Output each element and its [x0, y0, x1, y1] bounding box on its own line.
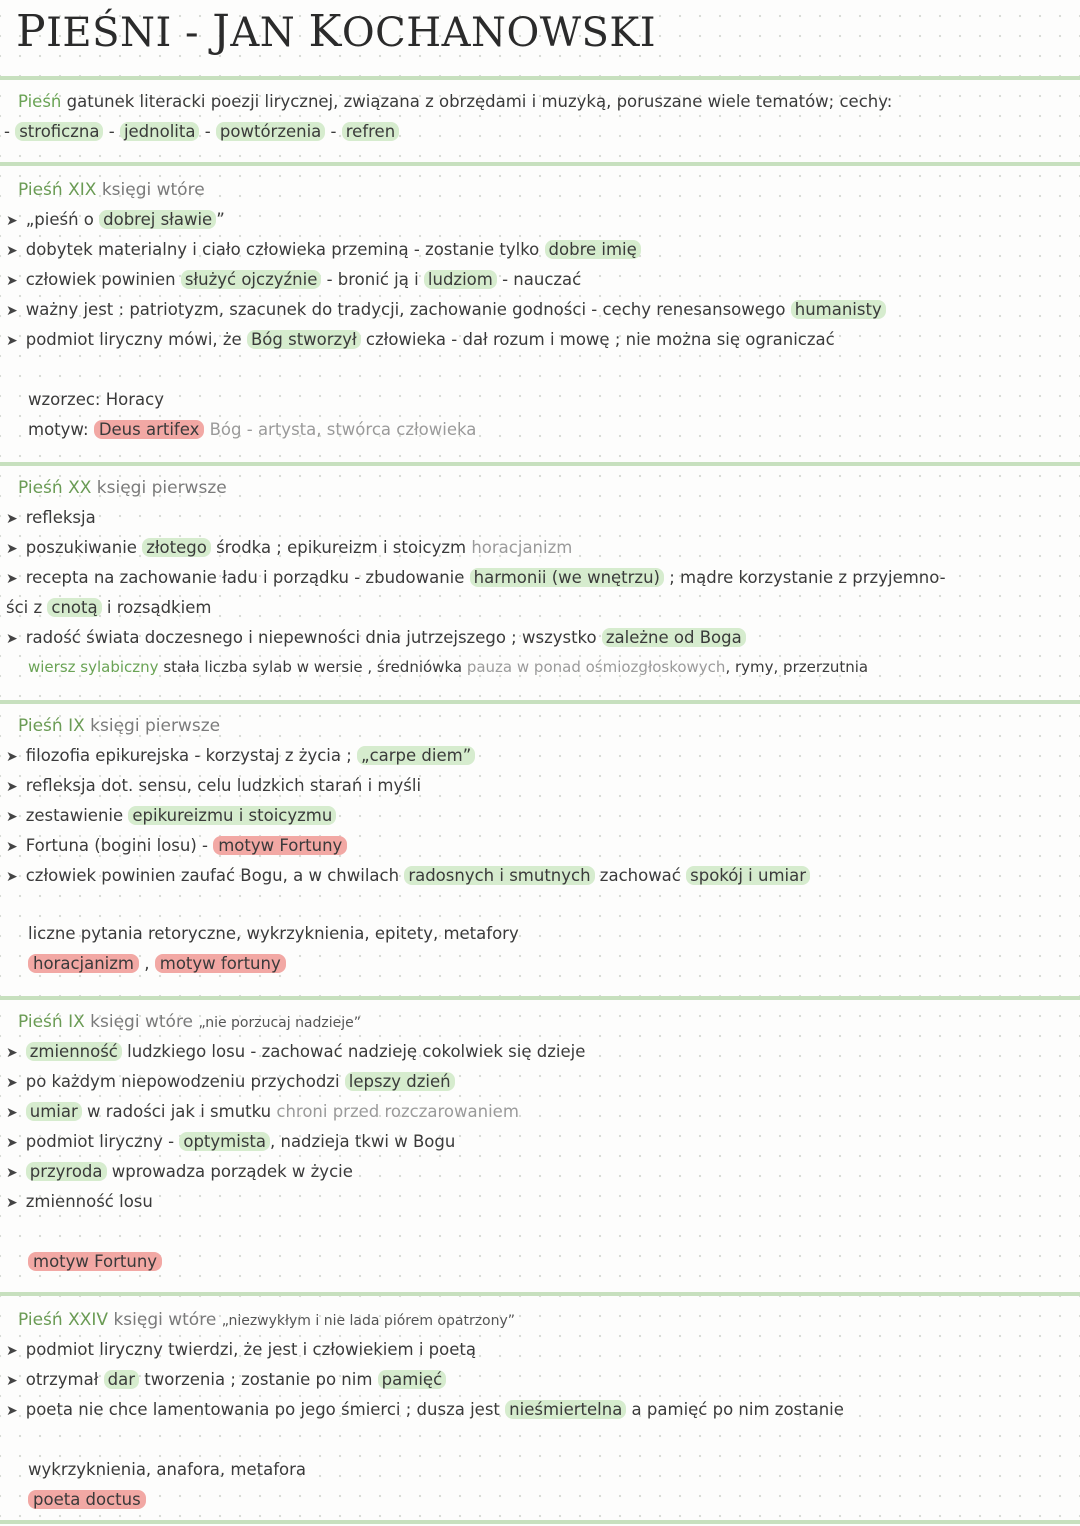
divider	[0, 996, 1080, 1000]
arrow-icon: ➤	[6, 1165, 18, 1181]
arrow-icon: ➤	[6, 809, 18, 825]
arrow-icon: ➤	[6, 839, 18, 855]
list-item-continued: ści z cnotą i rozsądkiem	[6, 598, 212, 617]
divider	[0, 1292, 1080, 1296]
arrow-icon: ➤	[6, 303, 18, 319]
list-item: ➤ zestawienie epikureizmu i stoicyzmu	[6, 806, 336, 825]
list-item: ➤ radość świata doczesnego i niepewności dnia jutrzejszego ; wszystko zależne od Boga	[6, 628, 746, 647]
divider	[0, 462, 1080, 466]
list-item: ➤ podmiot liryczny - optymista , nadzieja tkwi w Bogu	[6, 1132, 456, 1151]
tag-line: motyw Fortuny	[28, 1252, 162, 1271]
list-item: ➤ Fortuna (bogini losu) - motyw Fortuny	[6, 836, 347, 855]
list-item: ➤ recepta na zachowanie ładu i porządku - zbudowanie harmonii (we wnętrzu) ; mądre korzystanie z przyjemno-	[6, 568, 946, 587]
arrow-icon: ➤	[6, 1195, 18, 1211]
arrow-icon: ➤	[6, 1075, 18, 1091]
arrow-icon: ➤	[6, 273, 18, 289]
page-title: PIEŚNI - JAN KOCHANOWSKI	[16, 6, 657, 57]
arrow-icon: ➤	[6, 243, 18, 259]
tags-line: horacjanizm , motyw fortuny	[28, 954, 286, 973]
arrow-icon: ➤	[6, 749, 18, 765]
devices-line: liczne pytania retoryczne, wykrzyknienia, epitety, metafory	[28, 924, 519, 943]
arrow-icon: ➤	[6, 541, 18, 557]
arrow-icon: ➤	[6, 779, 18, 795]
list-item: ➤ refleksja dot. sensu, celu ludzkich starań i myśli	[6, 776, 422, 795]
list-item: ➤ zmienność ludzkiego losu - zachować nadzieję cokolwiek się dzieje	[6, 1042, 586, 1061]
arrow-icon: ➤	[6, 631, 18, 647]
section-title-xix: Pieśń XIX księgi wtóre	[18, 180, 205, 200]
arrow-icon: ➤	[6, 1343, 18, 1359]
arrow-icon: ➤	[6, 213, 18, 229]
divider	[0, 1520, 1080, 1524]
list-item: ➤ filozofia epikurejska - korzystaj z życia ; „carpe diem”	[6, 746, 475, 765]
list-item: ➤ otrzymał dar tworzenia ; zostanie po nim pamięć	[6, 1370, 446, 1389]
arrow-icon: ➤	[6, 869, 18, 885]
arrow-icon: ➤	[6, 333, 18, 349]
arrow-icon: ➤	[6, 1403, 18, 1419]
list-item: ➤ zmienność losu	[6, 1192, 153, 1211]
divider	[0, 162, 1080, 166]
section-title-ix-first: Pieśń IX księgi pierwsze	[18, 716, 221, 736]
devices-line: wykrzyknienia, anafora, metafora	[28, 1460, 306, 1479]
list-item: ➤ poeta nie chce lamentowania po jego śmierci ; dusza jest nieśmiertelna a pamięć po nim zostanie	[6, 1400, 844, 1419]
section-title-xx: Pieśń XX księgi pierwsze	[18, 478, 227, 498]
divider	[0, 76, 1080, 80]
list-item: ➤ przyroda wprowadza porządek w życie	[6, 1162, 353, 1181]
list-item: ➤ podmiot liryczny mówi, że Bóg stworzył człowieka - dał rozum i mowę ; nie można się ograniczać	[6, 330, 835, 349]
list-item: ➤ człowiek powinien służyć ojczyźnie - bronić ją i ludziom - nauczać	[6, 270, 582, 289]
list-item: ➤ człowiek powinien zaufać Bogu, a w chwilach radosnych i smutnych zachować spokój i umiar	[6, 866, 810, 885]
arrow-icon: ➤	[6, 571, 18, 587]
section-title-xxiv: Pieśń XXIV księgi wtóre „niezwykłym i nie lada piórem opatrzony”	[18, 1310, 516, 1330]
list-item: ➤ po każdym niepowodzeniu przychodzi lepszy dzień	[6, 1072, 455, 1091]
arrow-icon: ➤	[6, 1373, 18, 1389]
list-item: ➤ refleksja	[6, 508, 96, 527]
list-item: ➤ umiar w radości jak i smutku chroni przed rozczarowaniem	[6, 1102, 519, 1121]
wzorzec-line: wzorzec: Horacy	[28, 390, 164, 409]
list-item: ➤ dobytek materialny i ciało człowieka przeminą - zostanie tylko dobre imię	[6, 240, 641, 259]
intro-definition: Pieśń gatunek literacki poezji lirycznej, związana z obrzędami i muzyką, poruszane wiele tematów; cechy:	[18, 92, 893, 111]
section-title-ix-second: Pieśń IX księgi wtóre „nie porzucaj nadzieje”	[18, 1012, 362, 1032]
list-item: ➤ „pieśń o dobrej sławie ”	[6, 210, 225, 229]
list-item: ➤ poszukiwanie złotego środka ; epikureizm i stoicyzm horacjanizm	[6, 538, 573, 557]
arrow-icon: ➤	[6, 1105, 18, 1121]
motyw-line: motyw: Deus artifex Bóg - artysta, stwórca człowieka	[28, 420, 477, 439]
arrow-icon: ➤	[6, 1135, 18, 1151]
arrow-icon: ➤	[6, 511, 18, 527]
list-item: ➤ podmiot liryczny twierdzi, że jest i człowiekiem i poetą	[6, 1340, 476, 1359]
divider	[0, 700, 1080, 704]
meter-line: wiersz sylabiczny stała liczba sylab w wersie , średniówka pauza w ponad ośmiozgłoskowych, rymy, przerzutnia	[28, 658, 869, 676]
list-item: ➤ ważny jest : patriotyzm, szacunek do tradycji, zachowanie godności - cechy renesansowego humanisty	[6, 300, 886, 319]
arrow-icon: ➤	[6, 1045, 18, 1061]
intro-features: - stroficzna - jednolita - powtórzenia - refren	[4, 122, 399, 141]
tag-line: poeta doctus	[28, 1490, 146, 1509]
